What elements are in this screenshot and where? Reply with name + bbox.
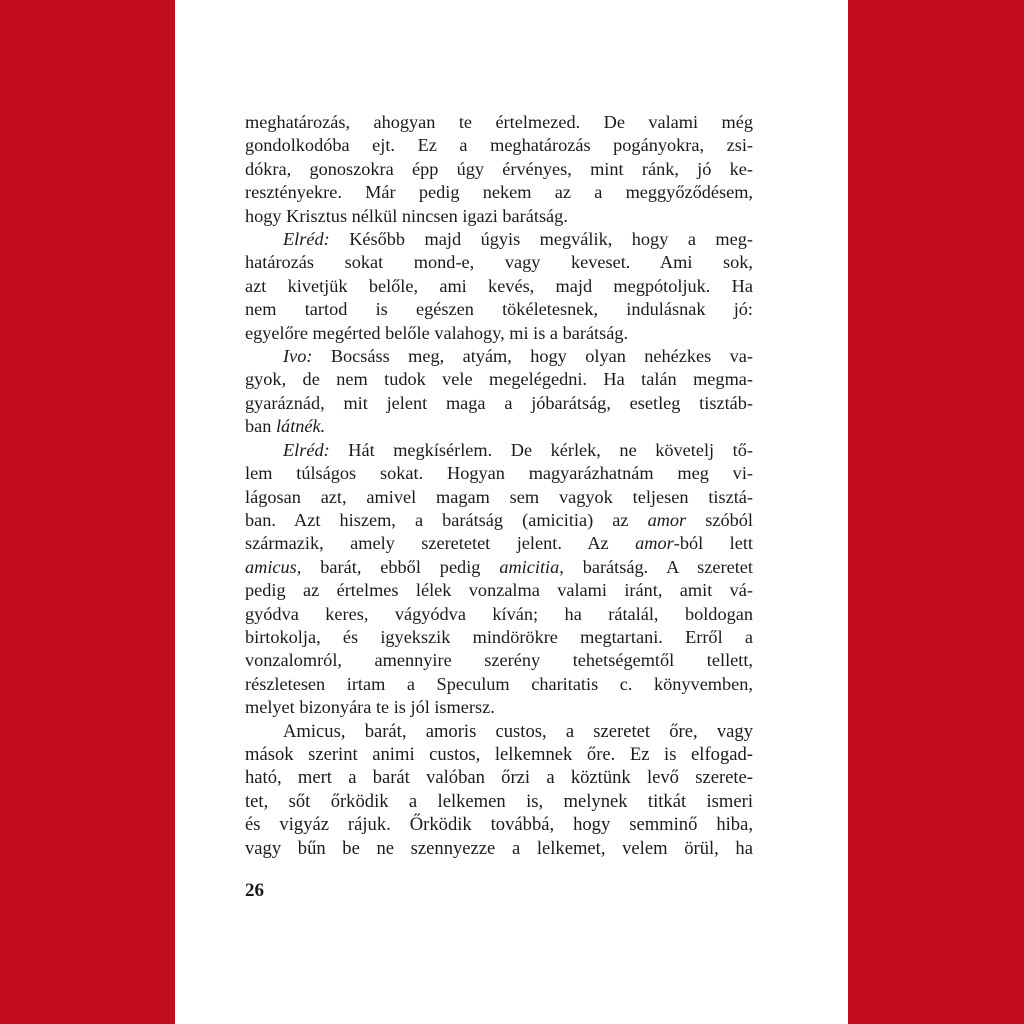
text-segment: barát, ebből pedig xyxy=(301,556,500,577)
text-line xyxy=(245,509,753,532)
text-segment: Amicus, barát, amoris custos, a szeretet őre, vagy xyxy=(283,720,753,742)
text-line xyxy=(245,626,753,649)
text-segment: pedig az értelmes lélek vonzalma valami iránt, amit vá- xyxy=(245,580,753,601)
italic-text: amor xyxy=(647,509,687,530)
text-segment: részletesen irtam a Speculum charitatis c. könyvemben, xyxy=(245,673,753,694)
text-segment: melyet bizonyára te is jól ismersz. xyxy=(245,697,495,718)
text-line xyxy=(245,322,753,345)
page-number: 26 xyxy=(245,880,264,901)
text-segment: meghatározás, ahogyan te értelmezed. De valami még xyxy=(245,112,753,132)
text-segment: hogy Krisztus nélkül nincsen igazi barátság. xyxy=(245,205,568,226)
text-line xyxy=(245,813,753,836)
text-line xyxy=(245,790,753,813)
text-line xyxy=(245,462,753,485)
text-segment: -ból lett xyxy=(673,533,753,554)
text-line xyxy=(245,415,753,438)
text-line xyxy=(245,556,753,579)
text-line xyxy=(245,720,753,743)
text-line xyxy=(245,532,753,555)
text-segment: egyelőre megérted belőle valahogy, mi is a barátság. xyxy=(245,322,629,343)
italic-text: Elréd: xyxy=(283,229,330,250)
text-line xyxy=(245,251,753,274)
text-segment: dókra, gonoszokra épp úgy érvényes, mint ránk, jó ke- xyxy=(245,158,753,179)
text-line xyxy=(245,158,753,181)
text-segment: határozás sokat mond-e, vagy keveset. Ami sok, xyxy=(245,252,753,273)
text-line xyxy=(245,368,753,391)
italic-text: látnék. xyxy=(275,416,326,437)
text-segment: ható, mert a barát valóban őrzi a köztünk levő szerete- xyxy=(245,767,753,789)
italic-text: amicus, xyxy=(245,556,302,577)
text-line xyxy=(245,649,753,672)
text-line xyxy=(245,111,753,134)
text-line xyxy=(245,696,753,719)
paragraph xyxy=(245,345,753,439)
text-segment: származik, amely szeretetet jelent. Az xyxy=(245,533,636,554)
text-line xyxy=(245,439,753,462)
text-segment: Bocsáss meg, atyám, hogy olyan nehézkes va- xyxy=(312,346,753,367)
text-segment: tet, sőt őrködik a lelkemen is, melynek titkát ismeri xyxy=(245,790,753,812)
text-segment: mások szerint animi custos, lelkemnek őre. Ez is elfogad- xyxy=(245,743,753,765)
text-segment: vonzalomról, amennyire szerény tehetségemtől tellett, xyxy=(245,650,753,671)
italic-text: Elréd: xyxy=(283,439,330,460)
paragraph xyxy=(245,439,753,720)
text-line xyxy=(245,766,753,789)
text-line xyxy=(245,579,753,602)
text-line xyxy=(245,275,753,298)
text-segment: Később majd úgyis megválik, hogy a meg- xyxy=(329,229,753,250)
text-segment: barátság. A szeretet xyxy=(563,556,753,577)
text-line xyxy=(245,486,753,509)
text-segment: és vigyáz rájuk. Őrködik továbbá, hogy semminő hiba, xyxy=(245,814,753,836)
text-segment: gondolkodóba ejt. Ez a meghatározás pogányokra, zsi- xyxy=(245,135,753,156)
text-line xyxy=(245,345,753,368)
text-line xyxy=(245,603,753,626)
text-segment: gyok, de nem tudok vele megelégedni. Ha talán megma- xyxy=(245,369,753,390)
text-segment: Hát megkísérlem. De kérlek, ne követelj tő- xyxy=(329,439,753,460)
text-line xyxy=(245,743,753,766)
text-line xyxy=(245,673,753,696)
text-line xyxy=(245,392,753,415)
text-segment: lem túlságos sokat. Hogyan magyarázhatnám meg vi- xyxy=(245,463,753,484)
text-segment: nem tartod is egészen tökéletesnek, indulásnak jó: xyxy=(245,299,753,320)
text-segment: lágosan azt, amivel magam sem vagyok teljesen tisztá- xyxy=(245,486,753,507)
paragraph xyxy=(245,228,753,345)
text-segment: resztényekre. Már pedig nekem az a meggyőződésem, xyxy=(245,182,753,203)
text-segment: gyaráznád, mit jelent maga a jóbarátság, esetleg tisztáb- xyxy=(245,392,753,413)
text-line xyxy=(245,205,753,228)
text-segment: vagy bűn be ne szennyezze a lelkemet, velem örül, ha xyxy=(245,837,753,859)
text-line xyxy=(245,228,753,251)
text-line xyxy=(245,298,753,321)
text-line xyxy=(245,181,753,204)
text-segment: azt kivetjük belőle, ami kevés, majd megpótoljuk. Ha xyxy=(245,275,753,296)
body-text xyxy=(245,111,753,860)
text-segment: ban. Azt hiszem, a barátság (amicitia) az xyxy=(245,509,648,530)
text-segment: gyódva keres, vágyódva kíván; ha rátalál, boldogan xyxy=(245,603,753,624)
italic-text: Ivo: xyxy=(283,346,313,367)
text-segment: szóból xyxy=(686,509,753,530)
book-page xyxy=(175,0,848,1024)
text-segment: birtokolja, és igyekszik mindörökre megtartani. Erről a xyxy=(245,626,753,647)
paragraph xyxy=(245,111,753,228)
italic-text: amicitia, xyxy=(499,556,564,577)
text-segment: ban xyxy=(245,416,276,437)
text-line xyxy=(245,837,753,860)
paragraph xyxy=(245,720,753,860)
italic-text: amor xyxy=(635,533,674,554)
text-line xyxy=(245,134,753,157)
